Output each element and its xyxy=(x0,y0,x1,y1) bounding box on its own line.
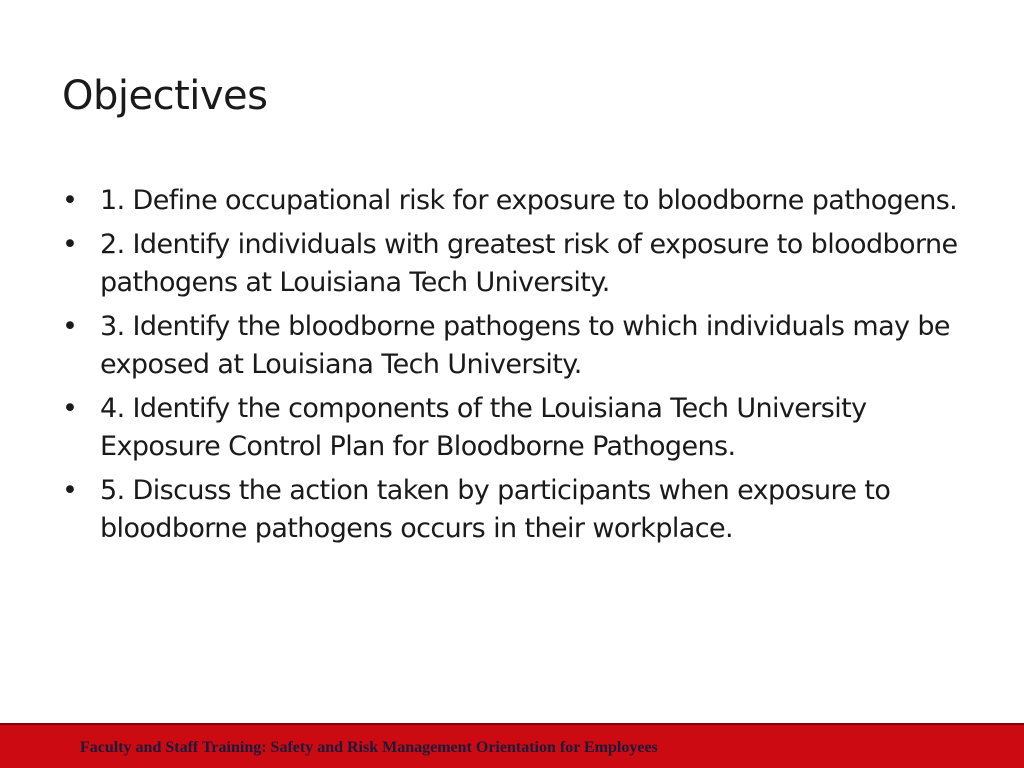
bullet-icon: • xyxy=(62,311,78,342)
list-item xyxy=(62,226,962,302)
slide-title: Objectives xyxy=(62,73,268,119)
bullet-text: 5. Discuss the action taken by participants when exposure to bloodborne pathogens occurs in their workplace. xyxy=(100,475,891,544)
objectives-list xyxy=(62,182,962,554)
bullet-icon: • xyxy=(62,393,78,424)
bullet-text: 3. Identify the bloodborne pathogens to which individuals may be exposed at Louisiana Tech University. xyxy=(100,311,950,380)
list-item xyxy=(62,182,962,220)
footer-text: Faculty and Staff Training: Safety and Risk Management Orientation for Employees xyxy=(80,739,658,756)
bullet-text: 1. Define occupational risk for exposure to bloodborne pathogens. xyxy=(100,185,958,216)
list-item xyxy=(62,308,962,384)
footer-bar xyxy=(0,723,1024,768)
bullet-icon: • xyxy=(62,475,78,506)
bullet-text: 2. Identify individuals with greatest risk of exposure to bloodborne pathogens at Louisiana Tech University. xyxy=(100,229,958,298)
bullet-icon: • xyxy=(62,185,78,216)
bullet-text: 4. Identify the components of the Louisiana Tech University Exposure Control Plan for Bloodborne Pathogens. xyxy=(100,393,867,462)
list-item xyxy=(62,390,962,466)
list-item xyxy=(62,472,962,548)
bullet-icon: • xyxy=(62,229,78,260)
